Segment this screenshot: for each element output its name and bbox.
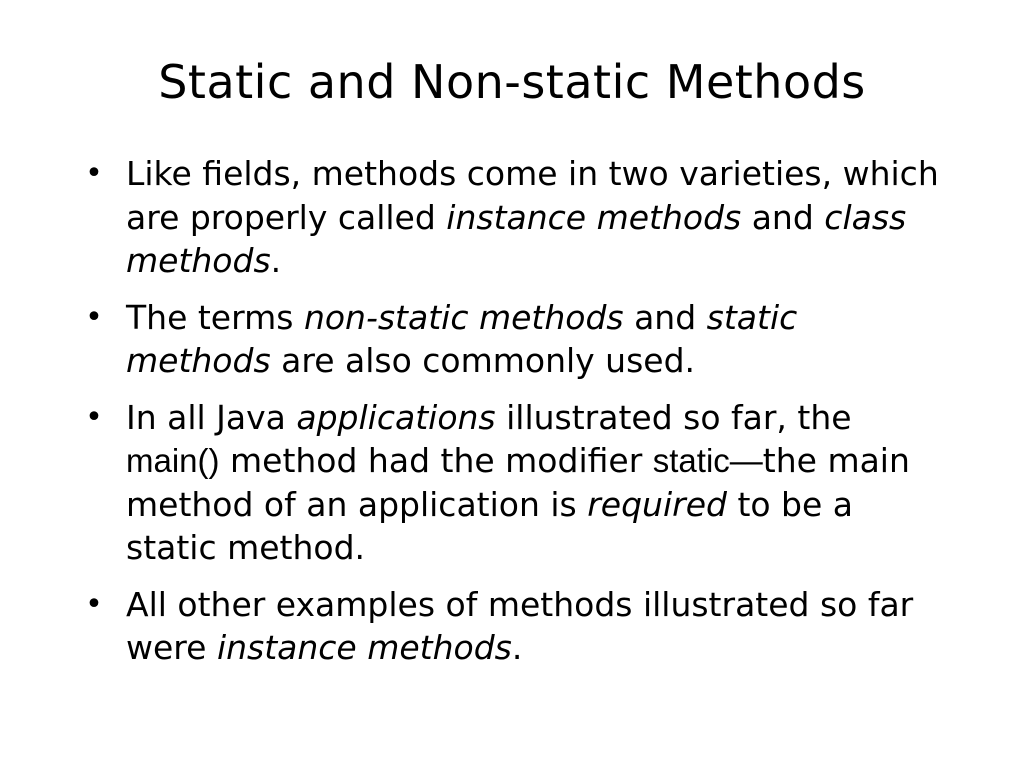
emphasis-term: non-static methods — [303, 297, 624, 337]
bullet-text: and — [623, 297, 707, 337]
slide-title: Static and Non-static Methods — [158, 55, 866, 109]
bullet-text: In all Java — [126, 397, 297, 437]
bullet-text: . — [511, 628, 523, 667]
bullet-marker: • — [85, 586, 103, 622]
bullet-item-java-applications — [84, 396, 944, 570]
bullet-text: to be a static method. — [126, 484, 854, 567]
bullet-text: illustrated so far, the — [495, 397, 852, 437]
bullet-marker: • — [85, 156, 103, 191]
bullet-text: method had the modifier — [219, 441, 653, 480]
bullet-text: and — [741, 197, 825, 237]
code-term-static: static— — [652, 442, 763, 479]
bullet-item-varieties — [84, 152, 944, 283]
emphasis-term: instance methods — [446, 197, 742, 237]
bullet-text: are also commonly used. — [270, 341, 696, 380]
bullet-text: All other examples of methods illustrated so far were — [126, 584, 914, 667]
emphasis-term: required — [587, 484, 727, 524]
bullet-text: The terms — [126, 297, 304, 337]
bullet-marker: • — [85, 299, 103, 335]
bullet-item-terms — [84, 296, 944, 383]
code-term-main: main() — [126, 442, 220, 479]
emphasis-term: applications — [296, 397, 496, 437]
bullet-text: the main method of an application is — [126, 441, 910, 524]
emphasis-term: class methods — [126, 197, 907, 280]
bullet-item-other-examples — [84, 583, 944, 670]
emphasis-term: static methods — [126, 297, 798, 380]
emphasis-term: instance methods — [216, 628, 512, 667]
bullet-text: Like fields, methods come in two varieties, which are properly called — [126, 154, 939, 237]
bullet-marker: • — [85, 399, 103, 435]
bullet-list — [84, 152, 944, 683]
bullet-text: . — [270, 241, 282, 280]
